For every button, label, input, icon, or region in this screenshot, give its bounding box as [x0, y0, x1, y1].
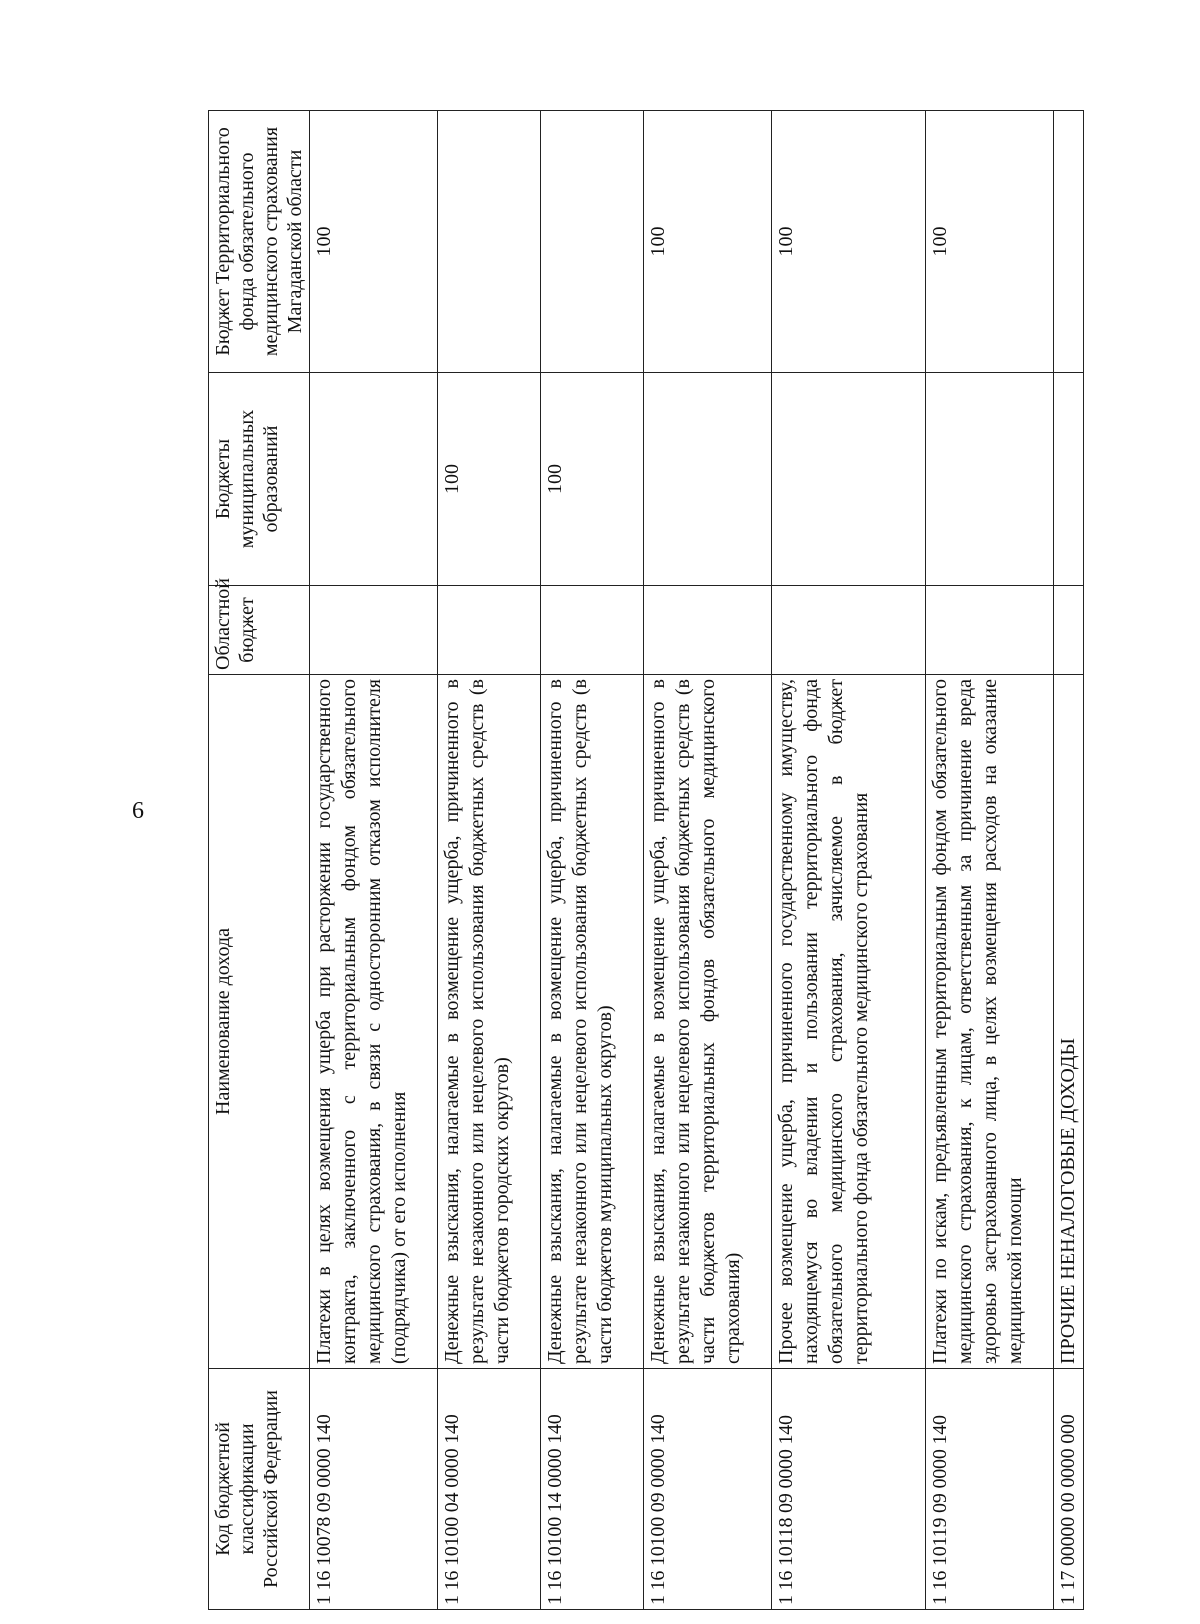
cell-name: Платежи по искам, предъявленным территориальным фондом обязательного медицинского страхования, к лицам, ответственным за причинение вреда здоровью застрахованного лица, в целях возмещения расходов на оказание медицинской помощи [926, 675, 1054, 1369]
header-code: Код бюджетной классификации Российской Федерации [209, 1369, 310, 1610]
table-row [644, 111, 772, 1610]
cell-name: Денежные взыскания, налагаемые в возмещение ущерба, причиненного в результате незаконного или нецелевого использования бюджетных средств (в части бюджетов муниципальных округов) [541, 675, 644, 1369]
cell-fund: 100 [926, 111, 1054, 373]
cell-code: 1 16 10100 14 0000 140 [541, 1369, 644, 1610]
table-row [541, 111, 644, 1610]
cell-municipal: 100 [541, 373, 644, 586]
cell-fund: 100 [310, 111, 438, 373]
cell-fund [1054, 111, 1084, 373]
cell-fund [438, 111, 541, 373]
cell-code: 1 16 10118 09 0000 140 [772, 1369, 926, 1610]
cell-name: ПРОЧИЕ НЕНАЛОГОВЫЕ ДОХОДЫ [1054, 675, 1084, 1369]
cell-regional [438, 586, 541, 675]
cell-municipal [310, 373, 438, 586]
cell-municipal [772, 373, 926, 586]
table-row [310, 111, 438, 1610]
cell-code: 1 16 10100 04 0000 140 [438, 1369, 541, 1610]
cell-code: 1 16 10100 09 0000 140 [644, 1369, 772, 1610]
cell-regional [310, 586, 438, 675]
header-name: Наименование дохода [209, 675, 310, 1369]
cell-regional [644, 586, 772, 675]
cell-fund: 100 [644, 111, 772, 373]
cell-regional [541, 586, 644, 675]
cell-regional [772, 586, 926, 675]
cell-municipal [1054, 373, 1084, 586]
header-fund: Бюджет Территориального фонда обязательного медицинского страхования Магаданской области [209, 111, 310, 373]
cell-name: Платежи в целях возмещения ущерба при расторжении государственного контракта, заключенного с территориальным фондом обязательного медицинского страхования, в связи с односторонним отказом исполнителя (подрядчика) от его исполнения [310, 675, 438, 1369]
cell-regional [926, 586, 1054, 675]
cell-municipal [926, 373, 1054, 586]
revenue-distribution-table [208, 110, 1084, 1610]
header-regional: Областной бюджет [209, 586, 310, 675]
page-number: 6 [132, 798, 144, 824]
cell-fund [541, 111, 644, 373]
table-row [772, 111, 926, 1610]
cell-name: Денежные взыскания, налагаемые в возмещение ущерба, причиненного в результате незаконного или нецелевого использования бюджетных средств (в части бюджетов территориальных фондов обязательного медицинского страхования) [644, 675, 772, 1369]
table-row [926, 111, 1054, 1610]
cell-code: 1 17 00000 00 0000 000 [1054, 1369, 1084, 1610]
cell-municipal: 100 [438, 373, 541, 586]
table-row [1054, 111, 1084, 1610]
cell-fund: 100 [772, 111, 926, 373]
cell-name: Прочее возмещение ущерба, причиненного государственному имуществу, находящемуся во владении и пользовании территориального фонда обязательного медицинского страхования, зачисляемое в бюджет территориального фонда обязательного медицинского страхования [772, 675, 926, 1369]
rotated-table-container [208, 110, 1138, 1610]
cell-code: 1 16 10119 09 0000 140 [926, 1369, 1054, 1610]
table-row [438, 111, 541, 1610]
cell-code: 1 16 10078 09 0000 140 [310, 1369, 438, 1610]
cell-regional [1054, 586, 1084, 675]
cell-name: Денежные взыскания, налагаемые в возмещение ущерба, причиненного в результате незаконного или нецелевого использования бюджетных средств (в части бюджетов городских округов) [438, 675, 541, 1369]
header-municipal: Бюджеты муниципальных образований [209, 373, 310, 586]
cell-municipal [644, 373, 772, 586]
table-header-row [209, 111, 310, 1610]
